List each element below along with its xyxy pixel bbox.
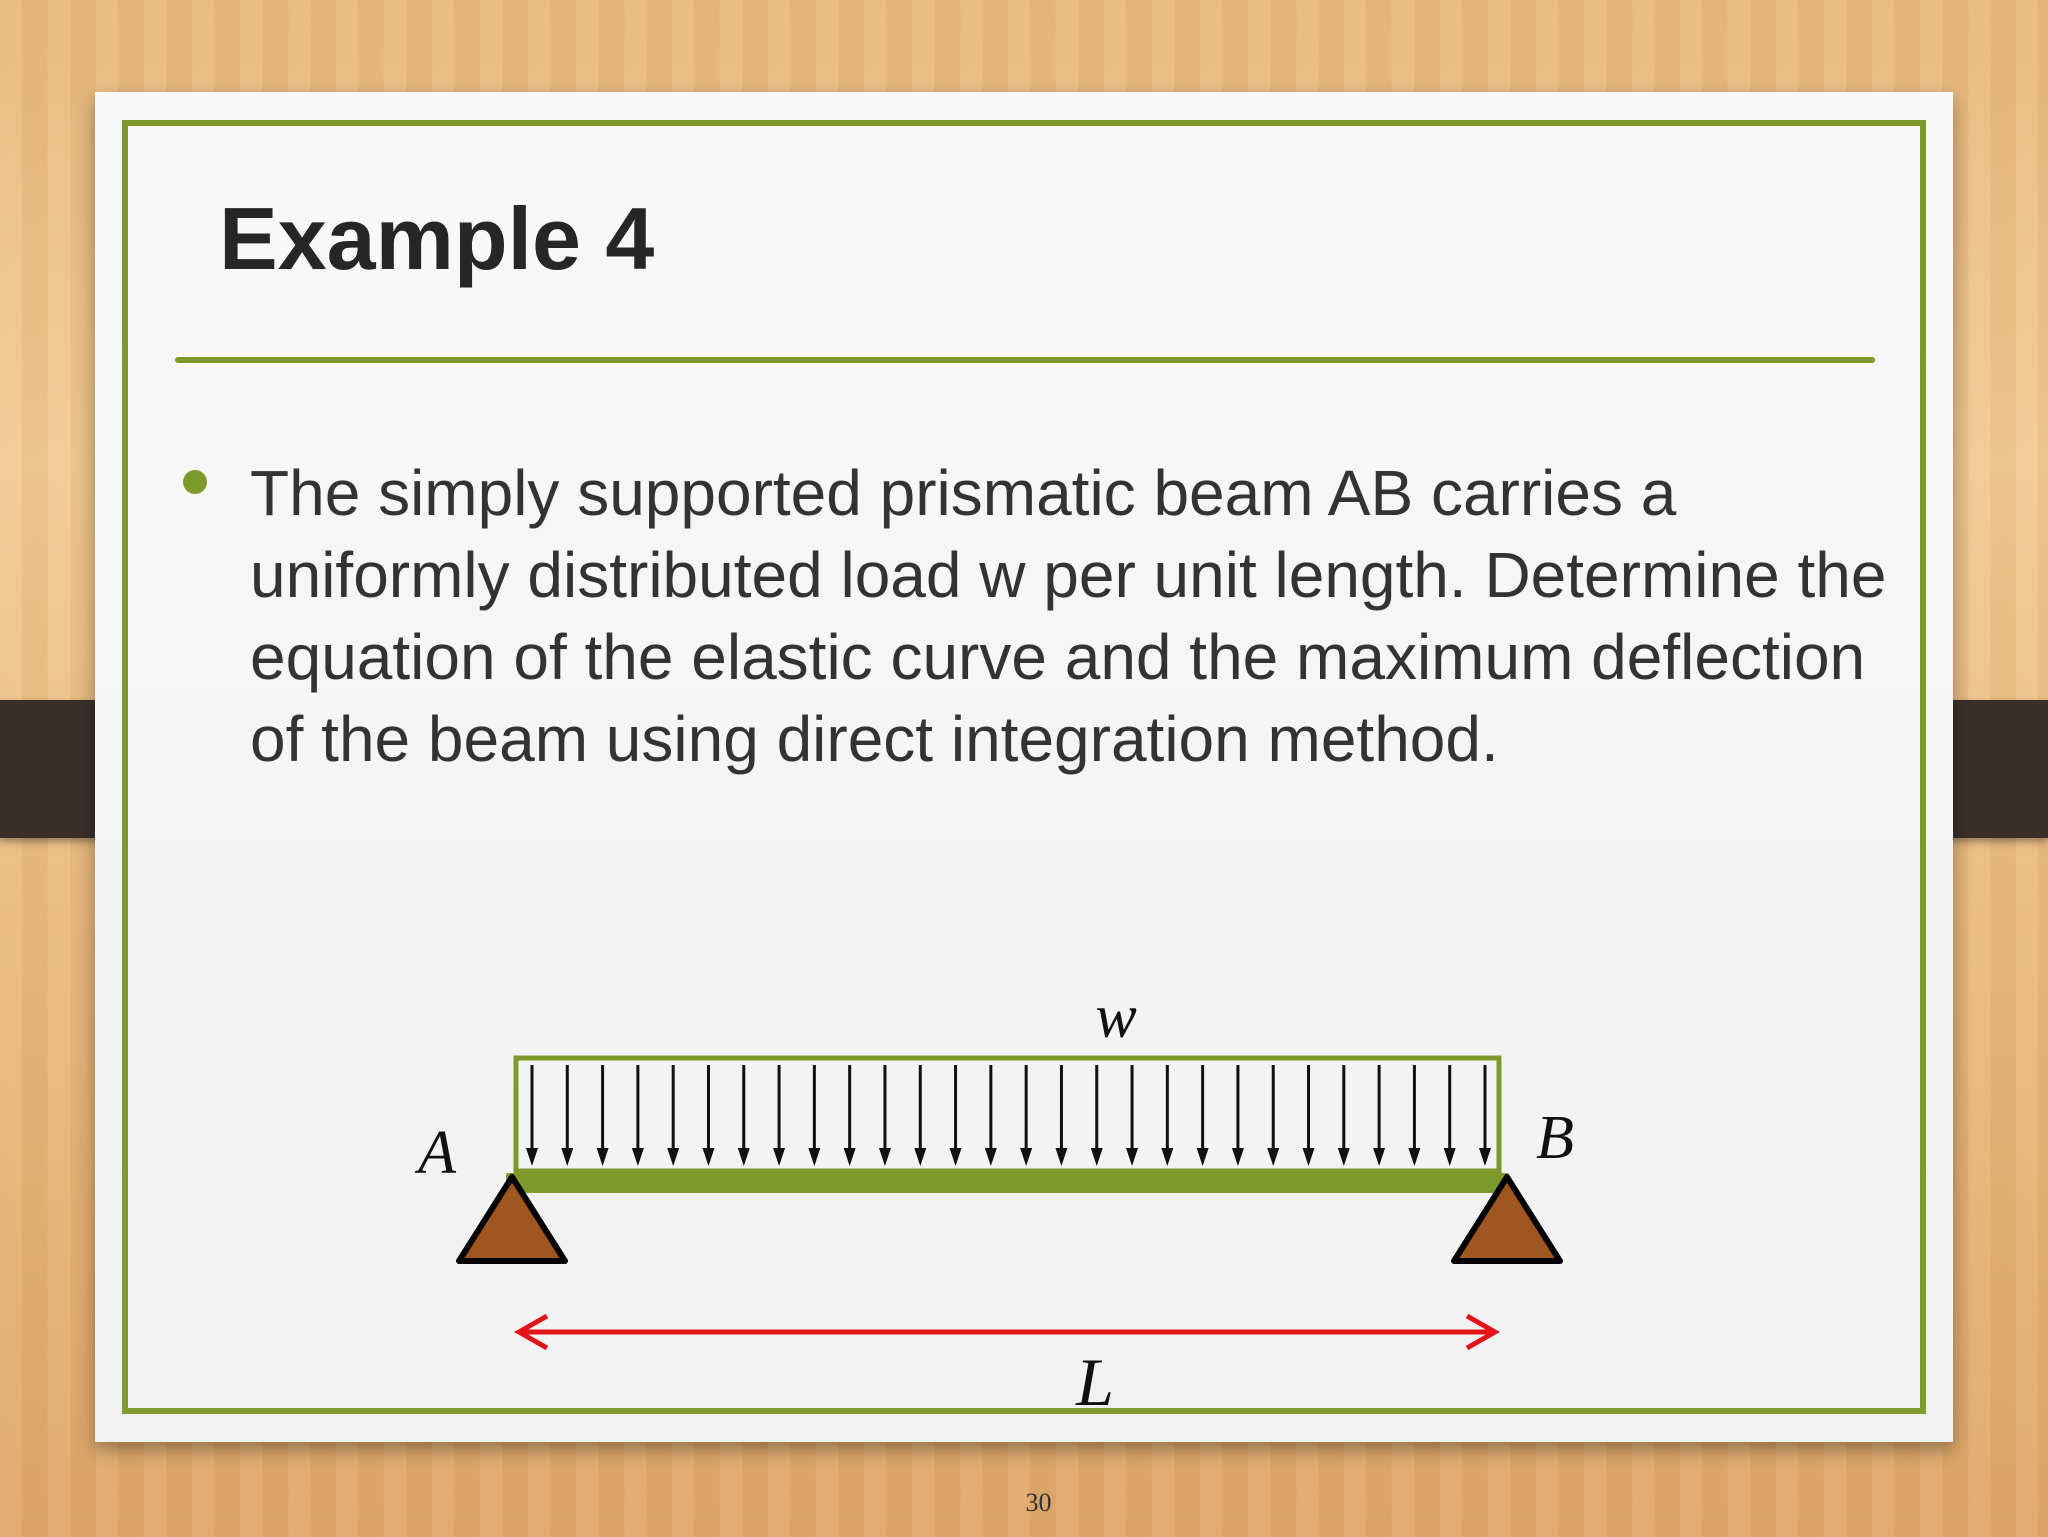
distributed-load-box <box>516 1058 1499 1171</box>
beam-diagram <box>395 962 1695 1422</box>
distributed-load-arrows <box>526 1065 1491 1166</box>
page-number: 30 <box>1025 1488 1052 1517</box>
load-arrow-head-icon <box>1161 1148 1173 1166</box>
load-arrow-head-icon <box>844 1148 856 1166</box>
problem-statement: The simply supported prismatic beam AB carries a uniformly distributed load w per unit length. Determine the equation of the elastic curve and the maximum deflection of the beam using direct integration method. <box>250 457 1887 775</box>
span-label-l: L <box>1076 1344 1114 1420</box>
load-arrow-head-icon <box>1126 1148 1138 1166</box>
load-arrow-head-icon <box>738 1148 750 1166</box>
load-arrow-head-icon <box>1091 1148 1103 1166</box>
slide <box>95 92 1953 1442</box>
load-arrow-head-icon <box>1338 1148 1350 1166</box>
load-arrow-head-icon <box>808 1148 820 1166</box>
load-arrow-head-icon <box>985 1148 997 1166</box>
load-arrow-head-icon <box>1408 1148 1420 1166</box>
load-arrow-head-icon <box>773 1148 785 1166</box>
load-arrow-head-icon <box>702 1148 714 1166</box>
load-arrow-head-icon <box>950 1148 962 1166</box>
load-arrow-head-icon <box>561 1148 573 1166</box>
bullet-dot-icon <box>183 470 207 494</box>
load-arrow-head-icon <box>879 1148 891 1166</box>
slide-title: Example 4 <box>219 189 655 288</box>
load-arrow-head-icon <box>1373 1148 1385 1166</box>
load-arrow-head-icon <box>1267 1148 1279 1166</box>
support-label-b: B <box>1536 1104 1574 1172</box>
title-divider <box>175 357 1875 363</box>
load-arrow-head-icon <box>1055 1148 1067 1166</box>
load-arrow-head-icon <box>526 1148 538 1166</box>
span-dimension-arrow <box>519 1316 1495 1348</box>
load-arrow-head-icon <box>667 1148 679 1166</box>
support-label-a: A <box>418 1119 456 1187</box>
load-arrow-head-icon <box>1232 1148 1244 1166</box>
load-arrow-head-icon <box>632 1148 644 1166</box>
load-arrow-head-icon <box>914 1148 926 1166</box>
load-arrow-head-icon <box>1444 1148 1456 1166</box>
load-arrow-head-icon <box>1020 1148 1032 1166</box>
load-arrow-head-icon <box>597 1148 609 1166</box>
load-arrow-head-icon <box>1303 1148 1315 1166</box>
beam-ab <box>506 1173 1509 1193</box>
load-label-w: w <box>1095 983 1137 1051</box>
load-arrow-head-icon <box>1197 1148 1209 1166</box>
load-arrow-head-icon <box>1479 1148 1491 1166</box>
